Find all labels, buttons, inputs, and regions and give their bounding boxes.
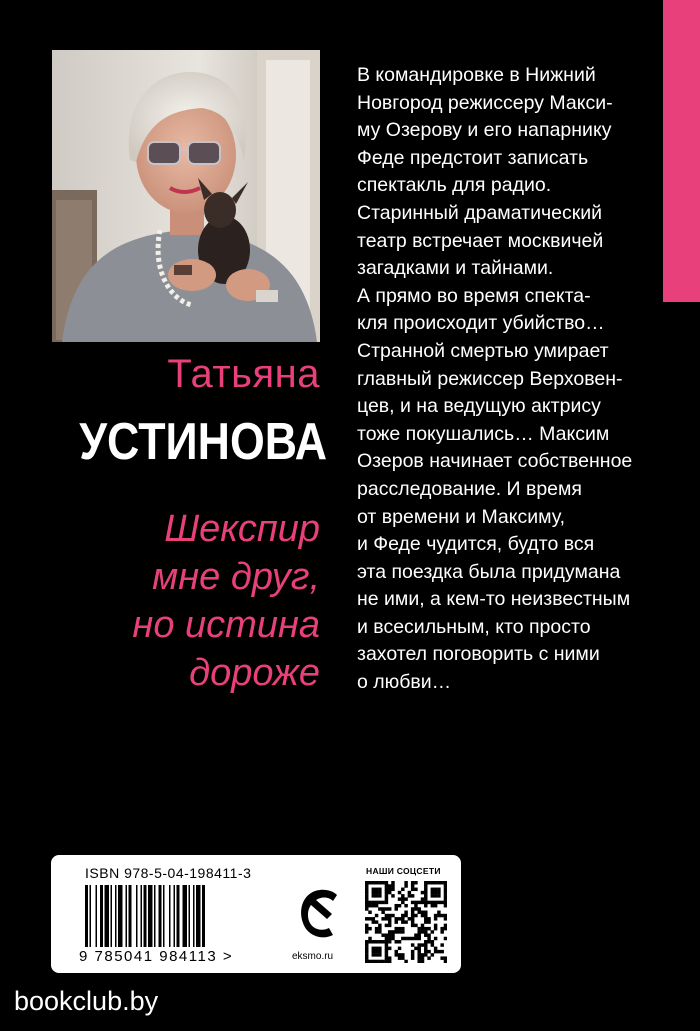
eksmo-logo-icon [297, 885, 347, 947]
annotation-line: и Феде чудится, будто вся [357, 533, 595, 556]
pink-accent-bar [663, 0, 700, 302]
annotation-line: цев, и на ведущую актрису [357, 395, 601, 418]
annotation-line: не ими, а кем-то неизвестным [357, 588, 631, 611]
annotation-line: от времени и Максиму, [357, 505, 565, 528]
watermark: bookclub.by [14, 986, 159, 1016]
author-first-name: Татьяна [167, 352, 320, 396]
annotation-line: Новгород режиссеру Макси- [357, 91, 613, 114]
annotation-line: Странной смертью умирает [357, 339, 609, 362]
publisher-site: eksmo.ru [292, 951, 334, 962]
barcode [85, 885, 275, 947]
book-title-line: но истина [132, 604, 320, 646]
annotation-line: театр встречает москвичей [357, 229, 604, 252]
annotation-line: о любви… [357, 671, 452, 694]
author-last-name: УСТИНОВА [79, 413, 328, 471]
book-title-line: Шекспир [164, 508, 320, 550]
annotation-line: В командировке в Нижний [357, 64, 596, 86]
book-annotation [357, 62, 657, 697]
annotation-line: расследование. И время [357, 477, 582, 500]
book-title-line: дороже [189, 652, 320, 694]
annotation-line: му Озерову и его напарнику [357, 119, 612, 142]
annotation-line: захотел поговорить с ними [357, 643, 600, 666]
annotation-line: кля происходит убийство… [357, 312, 605, 335]
annotation-line: тоже покушались… Максим [357, 422, 610, 445]
isbn-text: ISBN 978-5-04-198411-3 [85, 865, 252, 881]
annotation-line: спектакль для радио. [357, 174, 552, 197]
imprint-panel [51, 855, 461, 973]
social-label: НАШИ СОЦСЕТИ [366, 866, 441, 876]
annotation-line: А прямо во время спекта- [357, 284, 591, 307]
annotation-line: Феде предстоит записать [357, 146, 589, 169]
barcode-digits: 9 785041 984113 > [79, 948, 234, 965]
author-photo [52, 50, 320, 342]
book-title [40, 505, 320, 697]
annotation-line: эта поездка была придумана [357, 560, 621, 583]
annotation-line: главный режиссер Верховен- [357, 367, 623, 390]
book-title-line: мне друг, [152, 556, 320, 598]
annotation-line: Озеров начинает собственное [357, 450, 633, 473]
qr-code [365, 881, 447, 963]
annotation-line: загадками и тайнами. [357, 257, 554, 280]
annotation-line: Старинный драматический [357, 201, 603, 224]
annotation-line: и всесильным, кто просто [357, 615, 591, 638]
